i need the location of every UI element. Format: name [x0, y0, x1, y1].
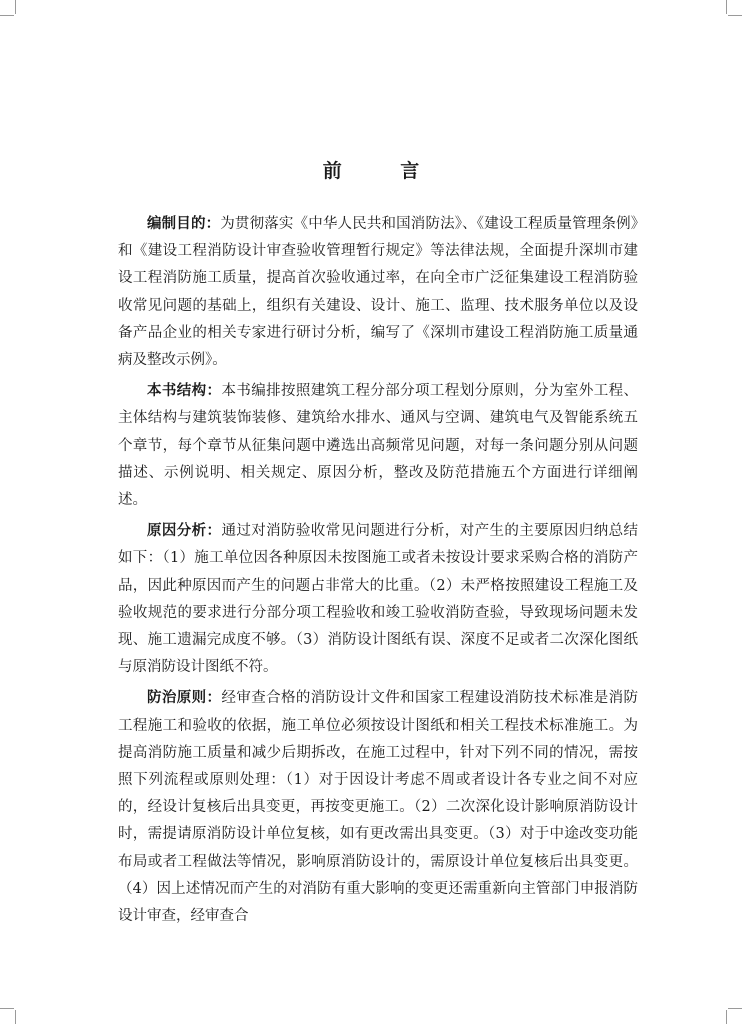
paragraph-lead: 本书结构： — [147, 382, 222, 400]
paragraph-lead: 原因分析： — [147, 522, 222, 540]
page-title: 前 言 — [322, 160, 446, 182]
crop-mark — [0, 1008, 14, 1009]
crop-mark — [728, 1008, 742, 1009]
paragraph-lead: 编制目的： — [147, 215, 221, 232]
paragraph-text: 为贯彻落实《中华人民共和国消防法》、《建设工程质量管理条例》和《建设工程消防设计审查验收管理暂行规定》等法律法规，全面提升深圳市建设工程消防施工质量，提高首次验收通过率，在向全市广泛征集建设工程消防验收常见问题的基础上，组织有关建设、设计、施工、监理、技术服务单位以及设备产品企业的相关专家进行研讨分析，编写了《深圳市建设工程消防施工质量通病及整改示例》。 — [118, 216, 639, 369]
paragraph-structure — [118, 377, 638, 514]
crop-mark — [728, 15, 742, 16]
body-text — [118, 210, 638, 933]
crop-mark — [0, 15, 14, 16]
crop-mark — [726, 0, 727, 14]
paragraph-prevention-principles — [118, 684, 638, 930]
crop-mark — [15, 1010, 16, 1024]
crop-mark — [726, 1010, 727, 1024]
paragraph-lead: 防治原则： — [147, 689, 222, 707]
paragraph-purpose — [118, 210, 638, 374]
paragraph-text: 通过对消防验收常见问题进行分析，对产生的主要原因归纳总结如下：（1）施工单位因各种原因未按图施工或者未按设计要求采购合格的消防产品，因此种原因而产生的问题占非常大的比重。（2）未严格按照建设工程施工及验收规范的要求进行分部分项工程验收和竣工验收消防查验，导致现场问题未发现、施工遗漏完成度不够。（3）消防设计图纸有误、深度不足或者二次深化图纸与原消防设计图纸不符。 — [118, 523, 638, 676]
paragraph-text: 本书编排按照建筑工程分部分项工程划分原则，分为室外工程、主体结构与建筑装饰装修、建筑给水排水、通风与空调、建筑电气及智能系统五个章节，每个章节从征集问题中遴选出高频常见问题，对每一条问题分别从问题描述、示例说明、相关规定、原因分析，整改及防范措施五个方面进行详细阐述。 — [118, 383, 638, 509]
paragraph-cause-analysis — [118, 517, 638, 681]
paragraph-text: 经审查合格的消防设计文件和国家工程建设消防技术标准是消防工程施工和验收的依据，施工单位必须按设计图纸和相关工程技术标准施工。为提高消防施工质量和减少后期拆改，在施工过程中，针对下列不同的情况，需按照下列流程或原则处理：（1）对于因设计考虑不周或者设计各专业之间不对应的，经设计复核后出具变更，再按变更施工。（2）二次深化设计影响原消防设计时，需提请原消防设计单位复核，如有更改需出具变更。（3）对于中途改变功能布局或者工程做法等情况，影响原消防设计的，需原设计单位复核后出具变更。（4）因上述情况而产生的对消防有重大影响的变更还需重新向主管部门申报消防设计审查，经审查合 — [118, 690, 638, 925]
crop-mark — [15, 0, 16, 14]
